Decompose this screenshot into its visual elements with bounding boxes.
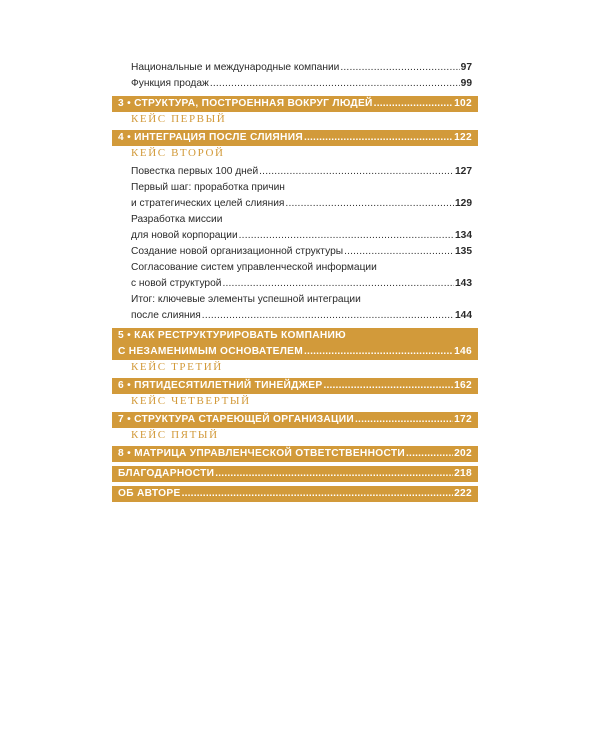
toc-entry-page: 127 xyxy=(455,166,472,177)
toc-entry-title-line1: Первый шаг: проработка причин xyxy=(131,182,285,193)
dot-leader xyxy=(374,96,453,112)
dot-leader xyxy=(406,446,453,462)
chapter-page: 122 xyxy=(454,132,472,143)
about-author-heading[interactable] xyxy=(112,486,478,502)
dot-leader xyxy=(344,244,454,260)
toc-entry-title: Функция продаж xyxy=(131,78,209,89)
toc-entry-page: 129 xyxy=(455,198,472,209)
toc-entry[interactable] xyxy=(112,164,478,180)
case-label: КЕЙС ТРЕТИЙ xyxy=(131,361,223,373)
section-title: ОБ АВТОРЕ xyxy=(118,488,181,499)
case-label: КЕЙС ПЯТЫЙ xyxy=(131,429,219,441)
toc-entry-title: Создание новой организационной структуры xyxy=(131,246,344,257)
dot-leader xyxy=(259,164,454,180)
toc-entry-page: 144 xyxy=(455,310,472,321)
dot-leader xyxy=(215,466,453,482)
toc-entry[interactable] xyxy=(112,244,478,260)
toc-entry-page: 134 xyxy=(455,230,472,241)
section-page: 222 xyxy=(454,488,472,499)
toc-entry[interactable] xyxy=(112,180,478,212)
section-title: БЛАГОДАРНОСТИ xyxy=(118,468,215,479)
toc-entry-title-line1: Разработка миссии xyxy=(131,214,223,225)
chapter-title-line2: С НЕЗАМЕНИМЫМ ОСНОВАТЕЛЕМ xyxy=(118,346,304,357)
toc-entry[interactable] xyxy=(112,60,478,76)
chapter-5-heading[interactable] xyxy=(112,328,478,360)
chapter-title: 4 • ИНТЕГРАЦИЯ ПОСЛЕ СЛИЯНИЯ xyxy=(118,132,303,143)
toc-entry-title: Национальные и международные компании xyxy=(131,62,340,73)
toc-entry-title-line2: и стратегических целей слияния xyxy=(131,198,285,209)
section-page: 218 xyxy=(454,468,472,479)
chapter-title: 7 • СТРУКТУРА СТАРЕЮЩЕЙ ОРГАНИЗАЦИИ xyxy=(118,414,355,425)
chapter-title: 6 • ПЯТИДЕСЯТИЛЕТНИЙ ТИНЕЙДЖЕР xyxy=(118,380,323,391)
toc-entry-title-line2: с новой структурой xyxy=(131,278,222,289)
toc-entry[interactable] xyxy=(112,212,478,244)
toc-entry-title-line1: Итог: ключевые элементы успешной интеграции xyxy=(131,294,361,305)
toc-entry-title-line2: для новой корпорации xyxy=(131,230,238,241)
chapter-title-line1: 5 • КАК РЕСТРУКТУРИРОВАТЬ КОМПАНИЮ xyxy=(118,330,346,341)
chapter-page: 172 xyxy=(454,414,472,425)
case-label: КЕЙС ЧЕТВЕРТЫЙ xyxy=(131,395,251,407)
dot-leader xyxy=(323,378,453,394)
dot-leader xyxy=(182,486,454,502)
dot-leader xyxy=(304,344,453,360)
chapter-page: 146 xyxy=(454,346,472,357)
table-of-contents xyxy=(112,60,478,502)
toc-entry[interactable] xyxy=(112,292,478,324)
dot-leader xyxy=(239,228,454,244)
dot-leader xyxy=(202,308,454,324)
toc-entry[interactable] xyxy=(112,260,478,292)
chapter-8-heading[interactable] xyxy=(112,446,478,462)
chapter-6-heading[interactable] xyxy=(112,378,478,394)
case-label: КЕЙС ВТОРОЙ xyxy=(131,147,225,159)
dot-leader xyxy=(340,60,459,76)
dot-leader xyxy=(285,196,454,212)
dot-leader xyxy=(355,412,453,428)
toc-entry-page: 99 xyxy=(460,78,472,89)
dot-leader xyxy=(304,130,453,146)
toc-entry-page: 135 xyxy=(455,246,472,257)
chapter-title: 3 • СТРУКТУРА, ПОСТРОЕННАЯ ВОКРУГ ЛЮДЕЙ xyxy=(118,98,373,109)
chapter-page: 202 xyxy=(454,448,472,459)
toc-entry-page: 97 xyxy=(460,62,472,73)
toc-entry-page: 143 xyxy=(455,278,472,289)
toc-entry-title-line2: после слияния xyxy=(131,310,201,321)
chapter-3-heading[interactable] xyxy=(112,96,478,112)
chapter-page: 102 xyxy=(454,98,472,109)
toc-entry-title-line1: Согласование систем управленческой информации xyxy=(131,262,377,273)
chapter-7-heading[interactable] xyxy=(112,412,478,428)
chapter-title: 8 • МАТРИЦА УПРАВЛЕНЧЕСКОЙ ОТВЕТСТВЕННОСТИ xyxy=(118,448,406,459)
toc-entry[interactable] xyxy=(112,76,478,92)
chapter-page: 162 xyxy=(454,380,472,391)
dot-leader xyxy=(210,76,460,92)
dot-leader xyxy=(222,276,454,292)
toc-entry-title: Повестка первых 100 дней xyxy=(131,166,259,177)
acknowledgements-heading[interactable] xyxy=(112,466,478,482)
case-label: КЕЙС ПЕРВЫЙ xyxy=(131,113,227,125)
chapter-4-heading[interactable] xyxy=(112,130,478,146)
